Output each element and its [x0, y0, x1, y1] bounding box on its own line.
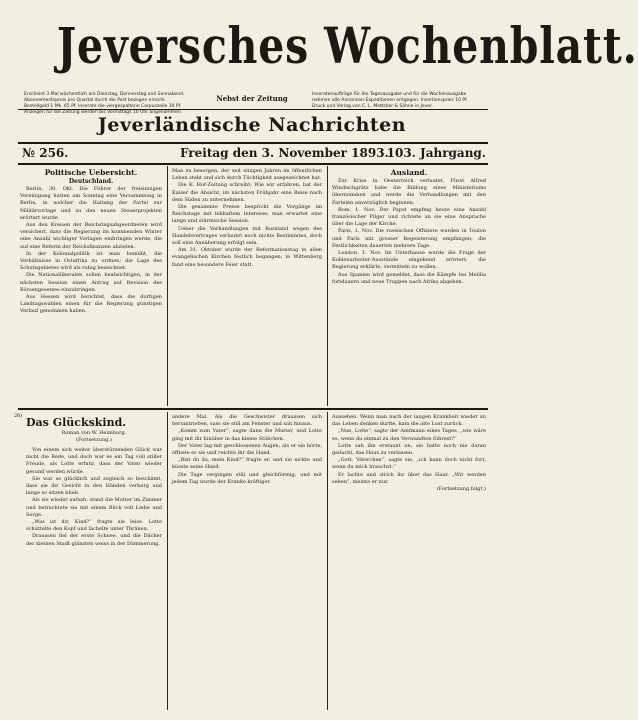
article-paragraph: Man zu besorgen, der seit einigen Jahren im öffentlichen Leben steht und sich durch Tüchtigkeit ausgezeichnet hat.: [172, 168, 322, 182]
supplement-label: Nebst der Zeitung: [216, 94, 288, 103]
subscription-info-right: [312, 92, 480, 110]
story-paragraph: „Komm zum Vater“, sagte dann die Mutter, und Lotte ging mit ihr hinüber in das kleine Stübchen.: [172, 428, 322, 442]
column-divider: [167, 166, 168, 406]
article-paragraph: Rom, 1. Nov. Der Papst empfing heute eine Anzahl französischer Pilger und richtete an sie eine Ansprache über die Lage der Kirche.: [332, 206, 486, 228]
article-paragraph: Zur Krise in Oesterreich verlautet, Fürst Alfred Windischgrätz habe die Bildung eines Ministeriums übernommen und werde die Verhandlungen mit den Parteien unverzüglich beginnen.: [332, 178, 486, 206]
feuilleton-rule: [18, 408, 488, 410]
story-paragraph: Aussehen. Wenn man nach der langen Krankheit wieder an das Leben denken durfte, kam die alte Lust zurück.: [332, 414, 486, 428]
column-story-3: [332, 414, 486, 708]
info-line: Anzeigen für die Zeitung werden bis Vormittags 10 Uhr angenommen.: [24, 110, 183, 115]
column-story: [26, 414, 162, 708]
story-paragraph: Er lachte und strich ihr über das Haar. „Wir werden sehen“, meinte er nur.: [332, 471, 486, 485]
column-politics: [20, 168, 162, 404]
story-paragraph: Die Tage vergingen still und gleichförmig, und mit jedem Tag wurde der Kranke kräftiger.: [172, 471, 322, 485]
story-paragraph: „Was ist dir, Kind?“ fragte sie leise. Lotte schüttelte den Kopf und lächelte unter Thränen.: [26, 519, 162, 533]
story-paragraph: Lotte sah ihn erstaunt an; sie hatte noch nie daran gedacht, das Haus zu verlassen.: [332, 442, 486, 457]
info-line: nehmen alle Annoncen-Expeditionen entgegen. Insertionspreis 10 Pf.: [312, 98, 468, 103]
story-continuation: (Fortsetzung.): [76, 437, 112, 443]
article-paragraph: Aus Spanien wird gemeldet, dass die Kämpfe bei Melilla fortdauern und neue Truppen nach Afrika abgehen.: [332, 271, 486, 285]
article-paragraph: Die K. Hof-Zeitung schreibt: Wie wir erfahren, hat der Kaiser die Absicht, im nächsten Frühjahr eine Reise nach dem Süden zu unternehmen.: [172, 182, 322, 203]
issue-line: [18, 144, 488, 162]
feuilleton-number: 26): [14, 413, 23, 419]
story-paragraph: „Nun, Lotte“, sagte der Amtmann eines Tages, „wie wäre es, wenn du einmal zu den Verwandten führest?“: [332, 428, 486, 442]
story-author: Roman von W. Heimburg.: [61, 430, 127, 436]
header-rule: [18, 109, 488, 110]
info-line: Druck und Verlag von C. L. Mettcker & Söhne in Jever.: [312, 104, 433, 109]
info-line: Erscheint 3 Mal wöchentlich am Dienstag, Donnerstag und Sonnabend.: [24, 92, 185, 97]
article-paragraph: Paris, 1. Nov. Die russischen Offiziere wurden in Toulon und Paris mit grosser Begeisterung empfangen; die Festlichkeiten dauerten mehrere Tage.: [332, 228, 486, 249]
column-divider: [327, 412, 328, 710]
article-paragraph: In der Kolonialpolitik ist man bemüht, die Verhältnisse in Ostafrika zu ordnen; die Lage des Schutzgebietes wird als ruhig bezeichnet.: [20, 250, 162, 272]
info-line: Bestellgeld 1 Mk. 65 Pf. Inserate die viergespaltene Corpuszeile 10 Pf.: [24, 104, 182, 109]
article-paragraph: Ueber die Verhandlungen mit Russland wegen des Handelsvertrages verlautet noch nichts Bestimmtes, doch soll eine Annäherung erfolgt sein.: [172, 225, 322, 247]
story-paragraph: Sie war so glücklich und zugleich so beschämt, dass sie ihr Gesicht in den Händen verbarg und lange so sitzen blieb.: [26, 475, 162, 497]
masthead-subtitle: Jeverländische Nachrichten: [97, 114, 407, 136]
info-line: Inseratenaufträge für die Tagesausgabe und für die Wochenausgabe: [312, 92, 467, 97]
article-paragraph: Aus Hessen wird berichtet, dass die dortigen Landtagswahlen einen für die Regierung günstigen Verlauf genommen haben.: [20, 294, 162, 315]
article-paragraph: London, 1. Nov. Im Unterhause wurde die Frage der Kohlenarbeiter-Ausstände eingehend erörtert; die Regierung erklärte, vermitteln zu wollen.: [332, 250, 486, 271]
story-paragraph: „Gott, Väterchen“, sagte sie, „ich kann doch nicht fort, wenn du mich brauchst.“: [332, 457, 486, 471]
story-paragraph: andere Mal. Als die Geschwister draussen sich herumtrieben, sass sie still am Fenster und sah hinaus.: [172, 414, 322, 428]
issue-volume: 103. Jahrgang.: [386, 146, 486, 160]
story-paragraph: Draussen fiel der erste Schnee, und die Dächer der kleinen Stadt glänzten weiss in der Dämmerung.: [26, 533, 162, 547]
article-paragraph: Am 31. Oktober wurde der Reformationstag in allen evangelischen Kirchen festlich begangen; in Wittenberg fand eine besondere Feier statt.: [172, 247, 322, 268]
column-divider: [327, 166, 328, 406]
story-paragraph: Der Vater lag mit geschlossenen Augen; als er sie hörte, öffnete er sie und reichte ihr die Hand.: [172, 442, 322, 457]
story-paragraph: Von einem sich weiter überstürzenden Glück war nicht die Rede, und doch war es ein Tag voll stiller Freude, als Lotte erfuhr, dass der Vater wieder gesund werden würde.: [26, 447, 162, 475]
article-paragraph: Die Nationalliberalen sollen beabsichtigen, in der nächsten Session einen Antrag auf Revision des Börsengesetzes einzubringen.: [20, 272, 162, 293]
story-footer: (Fortsetzung folgt.): [436, 486, 486, 493]
column-divider: [167, 412, 168, 710]
column-abroad: [332, 168, 486, 404]
column-news: [172, 168, 322, 404]
masthead-title: Jeversches Wochenblatt.: [56, 16, 638, 75]
article-paragraph: Die gesammte Presse bespricht die Vorgänge im Reichstage mit lebhaftem Interesse; man erwartet eine lange und stürmische Session.: [172, 204, 322, 225]
article-paragraph: Aus den Kreisen der Reichstagsabgeordneten wird versichert, dass die Regierung im kommenden Winter eine Anzahl wichtiger Vorlagen einbringen werde, die auf eine Reform der Reichsfinanzen abzielen.: [20, 222, 162, 250]
story-paragraph: Als sie wieder aufsah, stand die Mutter im Zimmer und betrachtete sie mit einem Blick voll Liebe und Sorge.: [26, 497, 162, 518]
section-heading: Ausland.: [390, 168, 428, 177]
article-paragraph: Berlin, 30. Okt. Die Führer der freisinnigen Vereinigung hatten am Sonntag eine Versammlung in Berlin, in welcher die Haltung der Partei zur Militärvorlage und zu den neuen Steuerprojekten erörtert wurde.: [20, 186, 162, 221]
issue-number: № 256.: [22, 146, 69, 160]
issue-rule-bottom: [18, 163, 488, 165]
section-heading: Politische Uebersicht.: [44, 168, 138, 177]
story-paragraph: „Bist du da, mein Kind?“ fragte er, und sie nickte und küsste seine Hand.: [172, 457, 322, 471]
issue-date: Freitag den 3. November 1893.: [180, 146, 389, 160]
column-story-2: [172, 414, 322, 708]
story-title: Das Glückskind.: [26, 416, 127, 429]
section-subheading: Deutschland.: [68, 178, 114, 185]
info-line: Abonnementspreis pro Quartal durch die Post bezogen einschl.: [24, 98, 166, 103]
